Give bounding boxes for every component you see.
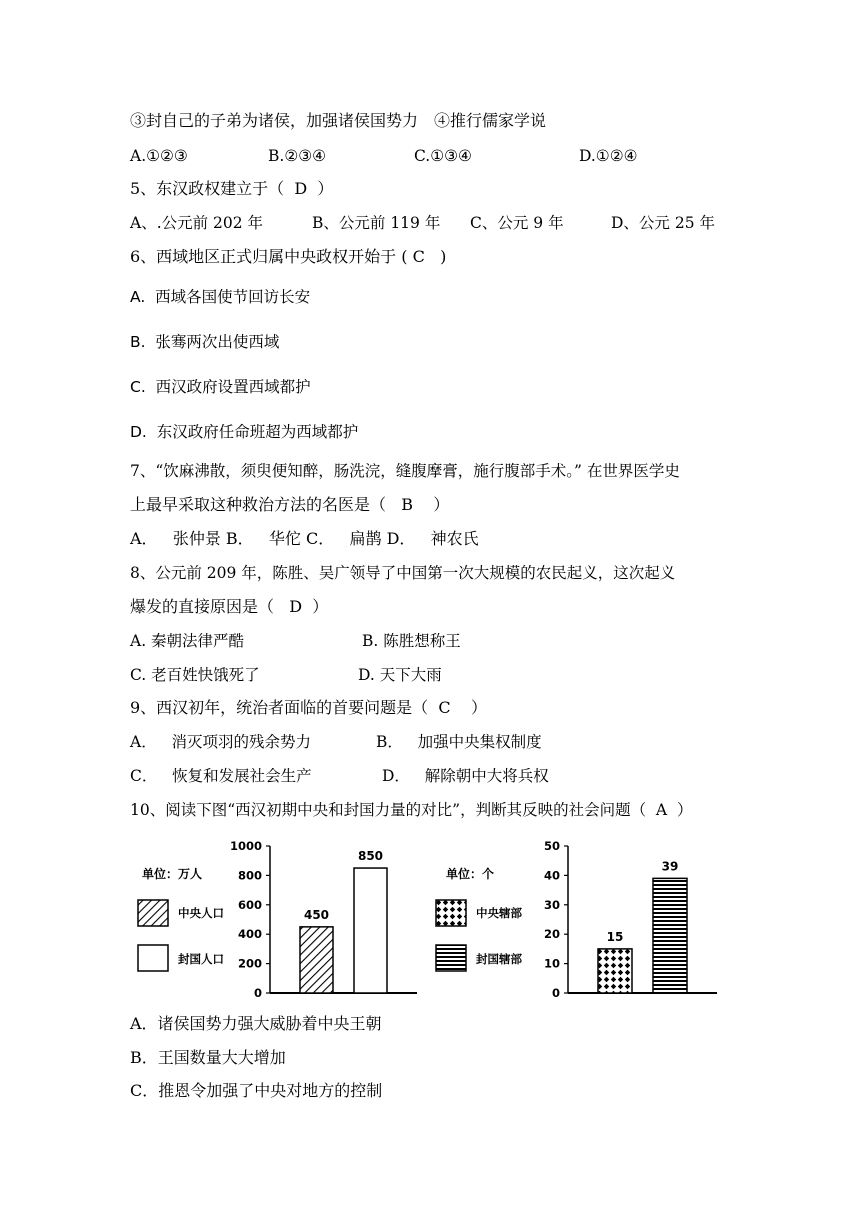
y-tick-label: 200 <box>237 956 262 971</box>
q5-answer-b: B、公元前 119 年 <box>312 214 441 232</box>
y-tick-label: 40 <box>543 868 560 883</box>
y-tick-label: 30 <box>543 897 560 912</box>
q6-answer-d: D. 东汉政府任命班超为西域都护 <box>130 423 359 441</box>
q7-question-line2: 上最早采取这种救治方法的名医是（ B ） <box>130 495 450 514</box>
q5-answer-d: D、公元 25 年 <box>611 214 716 232</box>
q10-answer-a: A．诸侯国势力强大威胁着中央王朝 <box>130 1014 382 1033</box>
districts-unit-label: 单位：个 <box>446 867 495 881</box>
legend-label-central: 中央人口 <box>178 906 224 920</box>
bar-fief-population <box>354 868 387 993</box>
population-unit-label: 单位：万人 <box>142 867 203 881</box>
q9-answer-c: C． 恢复和发展社会生产 <box>130 767 312 785</box>
y-tick-label: 600 <box>237 897 262 912</box>
y-tick-label: 0 <box>253 986 262 1000</box>
q8-answer-c: C. 老百姓快饿死了 <box>130 666 260 684</box>
q5-question: 5、东汉政权建立于（ D ） <box>130 179 334 198</box>
legend-label-fief-districts: 封国辖部 <box>476 952 522 966</box>
q10-answer-c: C．推恩令加强了中央对地方的控制 <box>130 1081 383 1100</box>
bar-label-central-districts: 15 <box>606 929 624 944</box>
legend-label-fief: 封国人口 <box>178 952 224 966</box>
q6-answer-b: B. 张骞两次出使西域 <box>130 333 280 351</box>
q10-answer-b: B．王国数量大大增加 <box>130 1048 286 1067</box>
q5-answer-c: C、公元 9 年 <box>470 214 564 232</box>
q8-answer-a: A. 秦朝法律严酷 <box>130 632 245 650</box>
q4-answer-c: C.①③④ <box>414 147 472 165</box>
y-tick-label: 1000 <box>229 839 262 853</box>
q4-option-line: ③封自己的子弟为诸侯，加强诸侯国势力 ④推行儒家学说 <box>130 111 547 130</box>
q8-answer-d: D. 天下大雨 <box>358 666 442 684</box>
q8-answer-b: B. 陈胜想称王 <box>362 632 461 650</box>
q7-answers: A． 张仲景 B． 华佗 C． 扁鹊 D． 神农氏 <box>130 529 479 548</box>
population-chart <box>130 836 420 1001</box>
q10-question: 10、阅读下图“西汉初期中央和封国力量的对比”，判断其反映的社会问题（ A ） <box>130 801 693 819</box>
q9-answer-a: A． 消灭项羽的残余势力 <box>130 733 311 751</box>
q8-question-line1: 8、公元前 209 年，陈胜、吴广领导了中国第一次大规模的农民起义，这次起义 <box>130 564 676 582</box>
q4-answer-b: B.②③④ <box>268 147 327 165</box>
y-tick-label: 20 <box>543 927 560 942</box>
bar-fief-districts <box>653 878 687 993</box>
q5-answer-a: A、.公元前 202 年 <box>130 214 264 232</box>
q6-answer-a: A. 西域各国使节回访长安 <box>130 288 311 306</box>
bar-central-population <box>300 927 333 993</box>
districts-chart <box>428 836 718 1001</box>
q9-answer-d: D． 解除朝中大将兵权 <box>382 767 549 785</box>
y-tick-label: 800 <box>237 868 262 883</box>
legend-swatch-fief-districts <box>436 945 466 971</box>
q8-question-line2: 爆发的直接原因是（ D ） <box>130 597 329 616</box>
legend-label-central-districts: 中央辖部 <box>476 906 522 920</box>
q6-answer-c: C. 西汉政府设置西域都护 <box>130 378 311 396</box>
q4-answer-d: D.①②④ <box>579 147 638 165</box>
legend-swatch-central <box>138 900 168 926</box>
q6-question: 6、西域地区正式归属中央政权开始于 ( C ) <box>130 247 447 266</box>
bar-central-districts <box>598 949 632 993</box>
y-tick-label: 10 <box>543 956 560 971</box>
legend-swatch-central-districts <box>436 900 466 926</box>
q7-question-line1: 7、“饮麻沸散，须臾便知醉，肠洗浣，缝腹摩膏，施行腹部手术。” 在世界医学史 <box>130 462 680 480</box>
legend-swatch-fief <box>138 945 168 971</box>
bar-label-fief: 850 <box>357 849 384 864</box>
y-tick-label: 400 <box>237 927 262 942</box>
bar-label-central: 450 <box>303 907 330 922</box>
y-tick-label: 0 <box>551 986 560 1000</box>
bar-label-fief-districts: 39 <box>661 859 679 874</box>
y-tick-label: 50 <box>543 839 560 853</box>
q9-answer-b: B． 加强中央集权制度 <box>376 733 542 751</box>
q4-answer-a: A.①②③ <box>130 147 188 165</box>
q9-question: 9、西汉初年，统治者面临的首要问题是（ C ） <box>130 698 487 717</box>
